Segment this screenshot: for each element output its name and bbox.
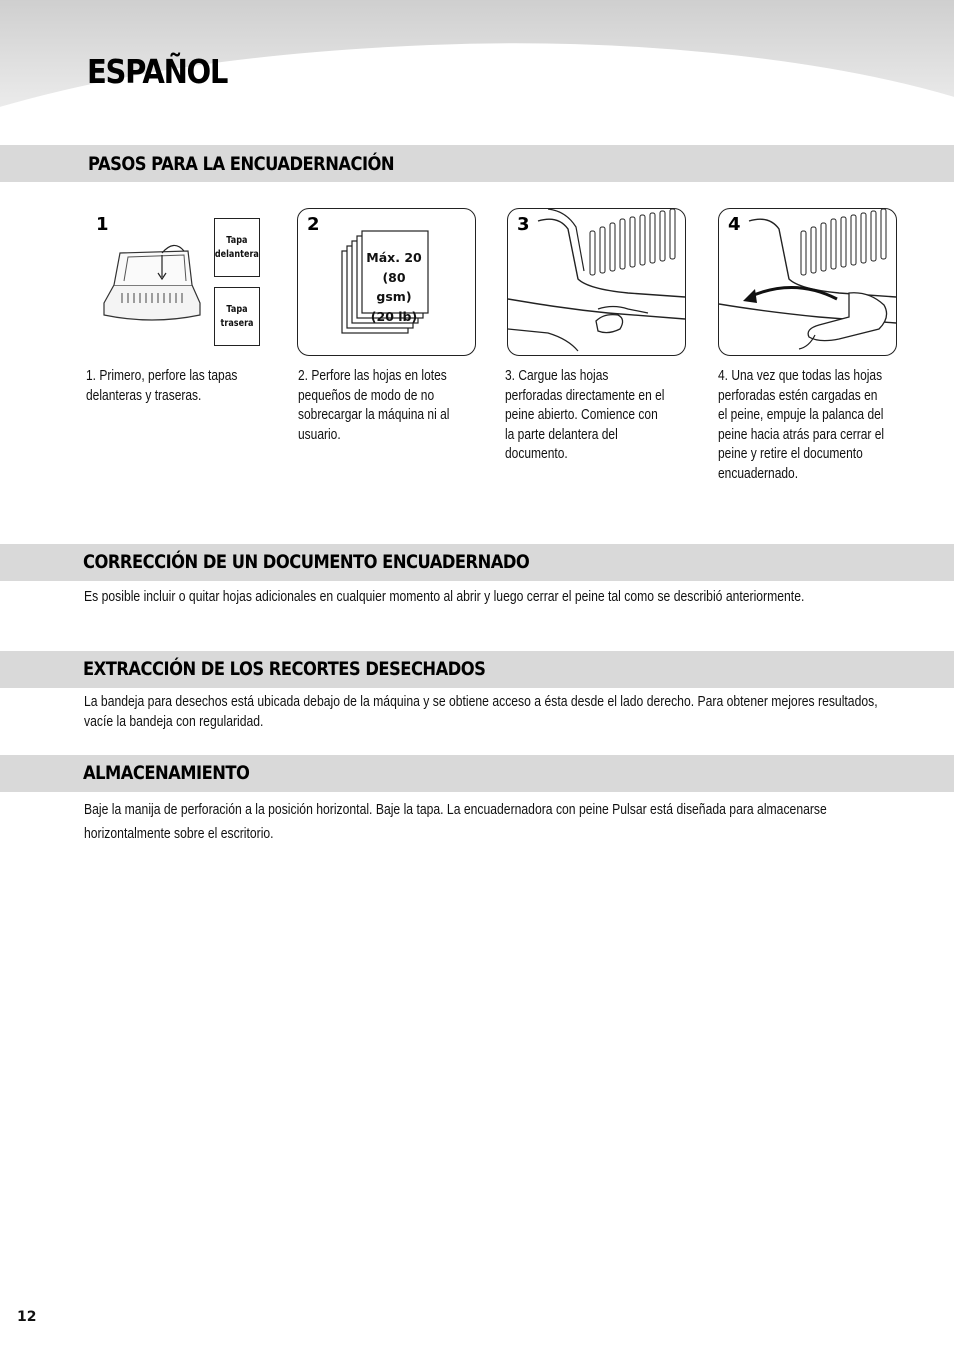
page-number: 12: [17, 1309, 37, 1325]
comb-closing-icon: [719, 209, 896, 355]
sheet-capacity-label: Máx. 20 (80 gsm) (20 lb): [366, 250, 422, 324]
section-title-waste-removal: EXTRACCIÓN DE LOS RECORTES DESECHADOS: [83, 658, 486, 680]
waste-removal-text: La bandeja para desechos está ubicada debajo de la máquina y se obtiene acceso a ésta desde el lado derecho. Para obtener mejores resultados, vacíe la bandeja con regularidad.: [84, 694, 878, 730]
step-2-caption: 2. Perfore las hojas en lotes pequeños de modo de no sobrecargar la máquina ni al usuario.: [298, 367, 450, 443]
back-cover-label: Tapa trasera: [214, 287, 260, 346]
front-cover-label: Tapa delantera: [214, 218, 260, 277]
correction-text: Es posible incluir o quitar hojas adicionales en cualquier momento al abrir y luego cerrar el peine tal como se describió anteriormente.: [84, 589, 805, 605]
binding-machine-icon: [92, 233, 212, 333]
step-4-number: 4: [728, 214, 741, 235]
section-title-storage: ALMACENAMIENTO: [83, 762, 250, 784]
step-3-number: 3: [517, 214, 530, 235]
step-4-illustration: [718, 208, 897, 356]
step-2-number: 2: [307, 214, 320, 235]
storage-text: Baje la manija de perforación a la posición horizontal. Baje la tapa. La encuadernadora con peine Pulsar está diseñada para almacenarse horizontalmente sobre el escritorio.: [84, 802, 827, 842]
step-4-caption: 4. Una vez que todas las hojas perforadas estén cargadas en el peine, empuje la palanca del peine hacia atrás para cerrar el peine y retire el documento encuadernado.: [718, 367, 885, 482]
step-3-caption: 3. Cargue las hojas perforadas directamente en el peine abierto. Comience con la parte delantera del documento.: [505, 367, 665, 462]
step-3-illustration: [507, 208, 686, 356]
page-title: ESPAÑOL: [87, 52, 228, 91]
comb-loading-icon: [508, 209, 685, 355]
section-title-binding-steps: PASOS PARA LA ENCUADERNACIÓN: [88, 153, 395, 175]
step-1-number: 1: [96, 214, 109, 235]
section-title-correction: CORRECCIÓN DE UN DOCUMENTO ENCUADERNADO: [83, 551, 530, 573]
step-1-caption: 1. Primero, perfore las tapas delanteras y traseras.: [86, 367, 238, 404]
step-1-illustration: [86, 208, 276, 358]
step-2-illustration: [297, 208, 476, 356]
